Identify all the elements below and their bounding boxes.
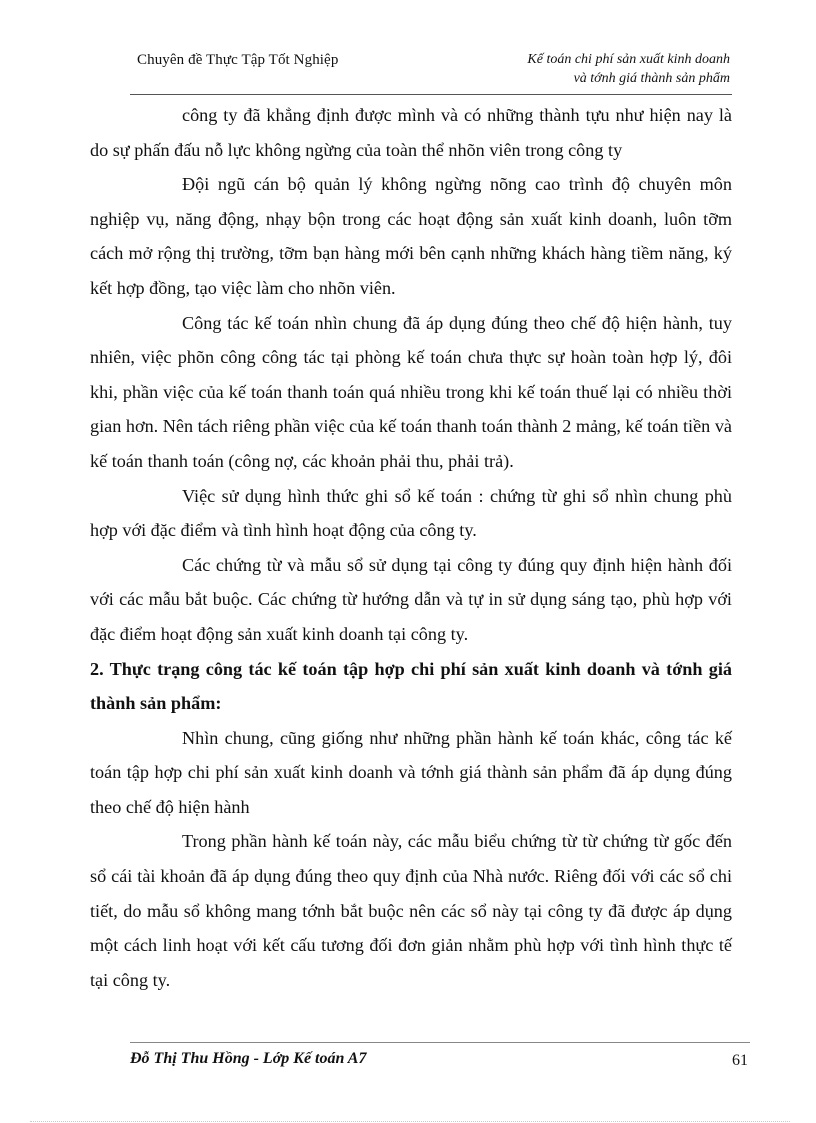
paragraph-4: Việc sử dụng hình thức ghi sổ kế toán : chứng từ ghi sổ nhìn chung phù hợp với đặc điểm và tình hình hoạt động của công ty.	[90, 485, 732, 541]
document-body	[90, 98, 732, 997]
paragraph-2: Đội ngũ cán bộ quản lý không ngừng nõng cao trình độ chuyên môn nghiệp vụ, năng động, nhạy bộn trong các hoạt động sản xuất kinh doanh, luôn tỡm cách mở rộng thị trường, tỡm bạn hàng mới bên cạnh những khách hàng tiềm năng, ký kết hợp đồng, tạo việc làm cho nhõn viên.	[90, 174, 732, 298]
running-header-left: Chuyên đề Thực Tập Tốt Nghiệp	[137, 52, 339, 68]
running-header-right-line2: và tớnh giá thành sản phẩm	[573, 71, 730, 86]
section-paragraph-2: Trong phần hành kế toán này, các mẫu biểu chứng từ từ chứng từ gốc đến sổ cái tài khoản đã áp dụng đúng theo quy định của Nhà nước. Riêng đối với các sổ chi tiết, do mẫu sổ không mang tớnh bắt buộc nên các sổ này tại công ty đã được áp dụng một cách linh hoạt với kết cấu tương đối đơn giản nhằm phù hợp với tình hình thực tế tại công ty.	[90, 831, 732, 990]
footer-author: Đỗ Thị Thu Hồng - Lớp Kế toán A7	[130, 1050, 367, 1067]
footer-divider	[130, 1042, 750, 1043]
paragraph-3: Công tác kế toán nhìn chung đã áp dụng đúng theo chế độ hiện hành, tuy nhiên, việc phõn công công tác tại phòng kế toán chưa thực sự hoàn toàn hợp lý, đôi khi, phần việc của kế toán thanh toán quá nhiều trong khi kế toán thuế lại có nhiều thời gian hơn. Nên tách riêng phần việc của kế toán thanh toán thành 2 mảng, kế toán tiền và kế toán thanh toán (công nợ, các khoản phải thu, phải trả).	[90, 312, 732, 471]
page-edge	[30, 1121, 790, 1122]
section-paragraph-1: Nhìn chung, cũng giống như những phần hành kế toán khác, công tác kế toán tập hợp chi phí sản xuất kinh doanh và tớnh giá thành sản phẩm đã áp dụng đúng theo chế độ hiện hành	[90, 727, 732, 817]
paragraph-1: công ty đã khẳng định được mình và có những thành tựu như hiện nay là do sự phấn đấu nỗ lực không ngừng của toàn thể nhõn viên trong công ty	[90, 105, 732, 160]
page-number: 61	[732, 1052, 748, 1069]
header-divider	[130, 94, 732, 95]
running-header-right-line1: Kế toán chi phí sản xuất kinh doanh	[527, 52, 730, 67]
paragraph-5: Các chứng từ và mẫu sổ sử dụng tại công ty đúng quy định hiện hành đối với các mẫu bắt buộc. Các chứng từ hướng dẫn và tự in sử dụng sáng tạo, phù hợp với đặc điểm hoạt động sản xuất kinh doanh tại công ty.	[90, 554, 732, 644]
running-header-right	[410, 50, 730, 88]
section-heading: 2. Thực trạng công tác kế toán tập hợp chi phí sản xuất kinh doanh và tớnh giá thành sản phẩm:	[90, 658, 732, 714]
